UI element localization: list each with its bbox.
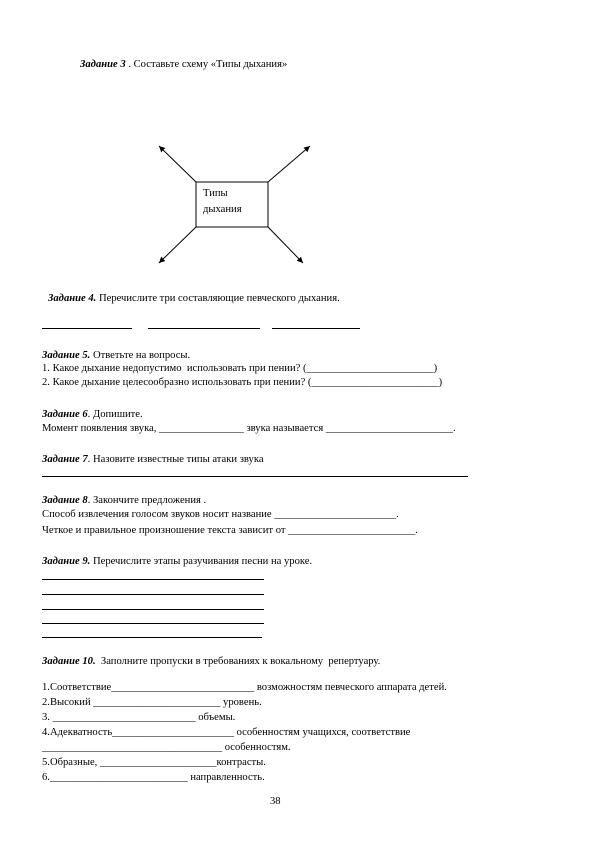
arrow-bottom-right: [268, 227, 303, 263]
task10-line-1: 1.Соответствие___________________________ возможностям певческого аппарата детей.: [42, 682, 447, 693]
task10-text: Заполните пропуски в требованиях к вокальному репертуару.: [95, 656, 381, 667]
task10-line-4: 4.Адекватность_______________________ особенностям учащихся, соответствие: [42, 727, 411, 738]
task9-answer-line-3[interactable]: [42, 609, 264, 610]
task10-heading: [42, 655, 380, 668]
page-number: 38: [270, 796, 281, 807]
task8-line-2: Четкое и правильное произношение текста зависит от ________________________.: [42, 525, 418, 536]
task9-label: Задание 9.: [42, 556, 91, 567]
arrow-top-left: [159, 146, 196, 182]
task8-text: . Закончите предложения .: [87, 495, 207, 506]
task7-heading: [42, 453, 264, 466]
task6-text: . Допишите.: [87, 409, 143, 420]
task4-answer-line-2[interactable]: [148, 328, 260, 329]
task9-answer-line-2[interactable]: [42, 594, 264, 595]
task9-heading: [42, 555, 312, 568]
task4-answer-line-3[interactable]: [272, 328, 360, 329]
task7-label: Задание 7: [42, 454, 88, 465]
task7-text: . Назовите известные типы атаки звука: [87, 454, 264, 465]
task3-label: Задание 3: [80, 59, 126, 70]
task9-answer-line-4[interactable]: [42, 623, 264, 624]
task9-text: Перечислите этапы разучивания песни на уроке.: [90, 556, 313, 567]
task10-label: Задание 10.: [42, 656, 96, 667]
task3-text: . Составьте схему «Типы дыхания»: [125, 59, 288, 70]
task5-question-2: 2. Какое дыхание целесообразно использовать при пении? (________________________): [42, 377, 443, 388]
task10-line-5: __________________________________ особенностям.: [42, 742, 291, 753]
diagram-box-line1: Типы: [203, 188, 228, 199]
task9-answer-line-5[interactable]: [42, 637, 262, 638]
task8-line-1: Способ извлечения голосом звуков носит название _______________________.: [42, 509, 399, 520]
task10-line-7: 6.__________________________ направленность.: [42, 772, 265, 783]
task10-line-6: 5.Образные, ______________________контрасты.: [42, 757, 266, 768]
diagram-box-line2: дыхания: [203, 204, 242, 215]
task9-answer-line-1[interactable]: [42, 579, 264, 580]
arrow-top-right: [268, 146, 310, 182]
task4-heading: [48, 292, 340, 305]
task5-heading: [42, 349, 190, 362]
task6-label: Задание 6: [42, 409, 88, 420]
task6-heading: [42, 408, 143, 421]
task5-question-1: 1. Какое дыхание недопустимо использовать при пении? (________________________): [42, 363, 438, 374]
task5-text: Ответьте на вопросы.: [90, 350, 191, 361]
task10-line-3: 3. ___________________________ объемы.: [42, 712, 236, 723]
task8-heading: [42, 494, 206, 507]
arrow-bottom-left: [159, 227, 196, 263]
task10-line-2: 2.Высокий ________________________ уровень.: [42, 697, 262, 708]
task6-line: Момент появления звука, ________________ звука называется ________________________.: [42, 423, 456, 434]
task7-answer-line[interactable]: [42, 476, 468, 477]
task4-text: Перечислите три составляющие певческого дыхания.: [96, 293, 340, 304]
task8-label: Задание 8: [42, 495, 88, 506]
task5-label: Задание 5.: [42, 350, 91, 361]
task4-answer-line-1[interactable]: [42, 328, 132, 329]
task4-label: Задание 4.: [48, 293, 97, 304]
